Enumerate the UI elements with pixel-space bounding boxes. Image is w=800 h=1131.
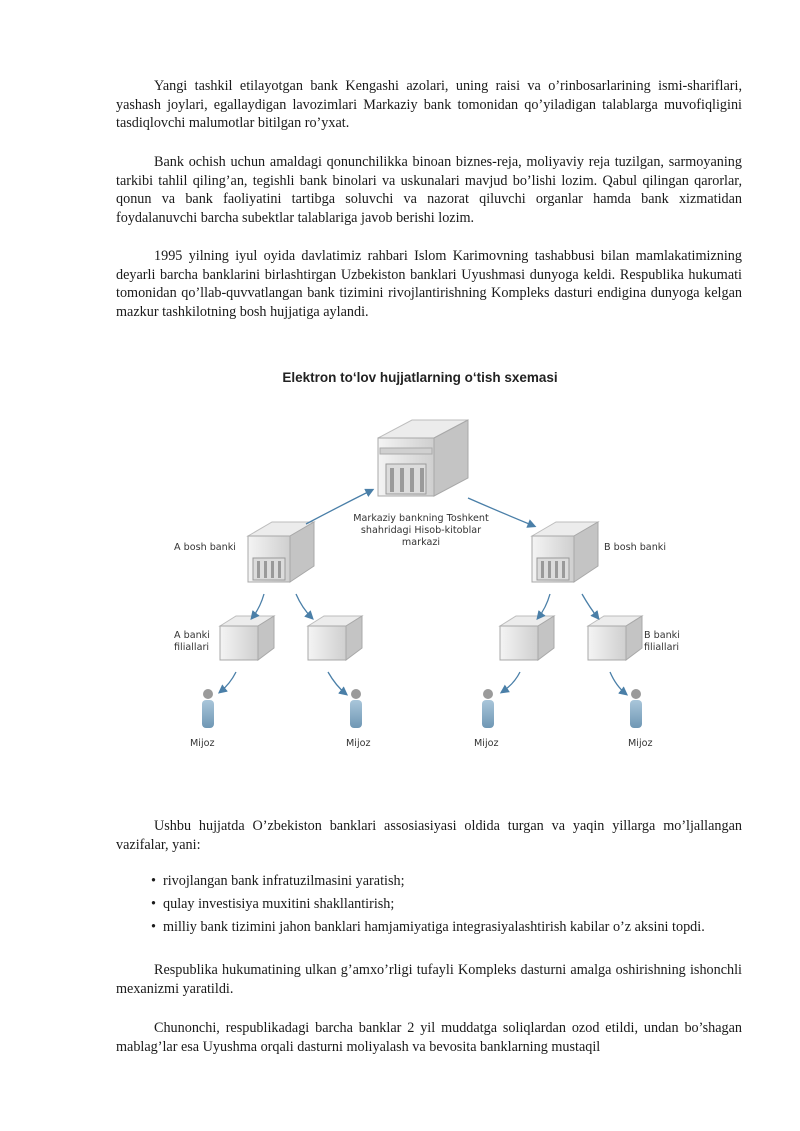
central-bank-building-icon	[378, 420, 468, 496]
client-3-label: Mijoz	[474, 738, 499, 749]
bullet-marker: •	[151, 896, 156, 913]
list-item: • milliy bank tizimini jahon banklari hamjamiyatiga integrasiyalashtirish kabilar o’z aksini topdi.	[151, 919, 705, 936]
client-3-person-icon	[482, 689, 494, 728]
a-head-bank-building-icon	[248, 522, 314, 582]
a-head-bank-label: A bosh banki	[174, 542, 236, 553]
b-branch-1-building-icon	[500, 616, 554, 660]
central-bank-label: Markaziy bankning Toshkent shahridagi Hisob-kitoblar markazi	[353, 513, 489, 548]
bullet-marker: •	[151, 919, 156, 936]
client-2-person-icon	[350, 689, 362, 728]
client-2-label: Mijoz	[346, 738, 371, 749]
a-branches-label: A banki filiallari	[174, 630, 210, 653]
b-head-bank-label: B bosh banki	[604, 542, 666, 553]
a-branch-2-building-icon	[308, 616, 362, 660]
paragraph-tax-exemption: Chunonchi, respublikadagi barcha banklar 2 yil muddatga soliqlardan ozod etildi, undan bo’shagan mablag’lar esa Uyushma orqali dasturni moliyalash va bevosita banklarning mustaqil	[116, 1020, 742, 1055]
b-branches-label: B banki filiallari	[644, 630, 680, 653]
paragraph-association-history: 1995 yilning iyul oyida davlatimiz rahbari Islom Karimovning tashabbusi bilan mamlakatimizning deyarli barcha banklarini birlashtirgan Uzbekiston banklari Uyushmasi dunyoga keldi. Respublika hukumati tomonidan qo’llab-quvvatlangan bank tizimini rivojlantirishning Kompleks dasturi endigina dunyoga kelgan mazkur tashkilotning bosh hujjatiga aylandi.	[116, 248, 742, 320]
list-item: • rivojlangan bank infratuzilmasini yaratish;	[151, 873, 405, 889]
diagram-title: Elektron to‘lov hujjatlarning o‘tish sxemasi	[282, 370, 558, 385]
client-4-person-icon	[630, 689, 642, 728]
client-1-person-icon	[202, 689, 214, 728]
b-head-bank-building-icon	[532, 522, 598, 582]
diagram-graphics	[150, 360, 690, 760]
list-item: • qulay investisiya muxitini shakllantirish;	[151, 896, 395, 913]
paragraph-bank-opening: Bank ochish uchun amaldagi qonunchilikka binoan biznes-reja, moliyaviy reja tuzilgan, sarmoyaning tarkibi tahlil qiling’an, tegishli bank binolari va uskunalari mavjud bo’lishi lozim. Qabul qilingan qarorlar, qonun va bank faoliyatini tartibga soluvchi va nazorat qiluvchi organlar hamda bank xizmatidan foydalanuvchi barcha subektlar talablariga javob berishi lozim.	[116, 154, 742, 226]
client-1-label: Mijoz	[190, 738, 215, 749]
paragraph-mechanism: Respublika hukumatining ulkan g’amxo’rligi tufayli Kompleks dasturni amalga oshirishning ishonchli mexanizmi yaratildi.	[116, 962, 742, 997]
b-branch-2-building-icon	[588, 616, 642, 660]
bullet-marker: •	[151, 873, 156, 889]
paragraph-tasks-intro: Ushbu hujjatda O’zbekiston banklari assosiasiyasi oldida turgan va yaqin yillarga mo’ljallangan vazifalar, yani:	[116, 818, 742, 853]
payment-flow-diagram	[150, 360, 690, 760]
paragraph-board-members: Yangi tashkil etilayotgan bank Kengashi azolari, uning raisi va o’rinbosarlarining ismi-shariflari, yashash joylari, egallaydigan lavozimlari Markaziy bank tomonidan qo’yiladigan talablarga muvofiqligini tasdiqlovchi malumotlar bitilgan ro’yxat.	[116, 78, 742, 132]
client-4-label: Mijoz	[628, 738, 653, 749]
tasks-list	[151, 872, 742, 942]
